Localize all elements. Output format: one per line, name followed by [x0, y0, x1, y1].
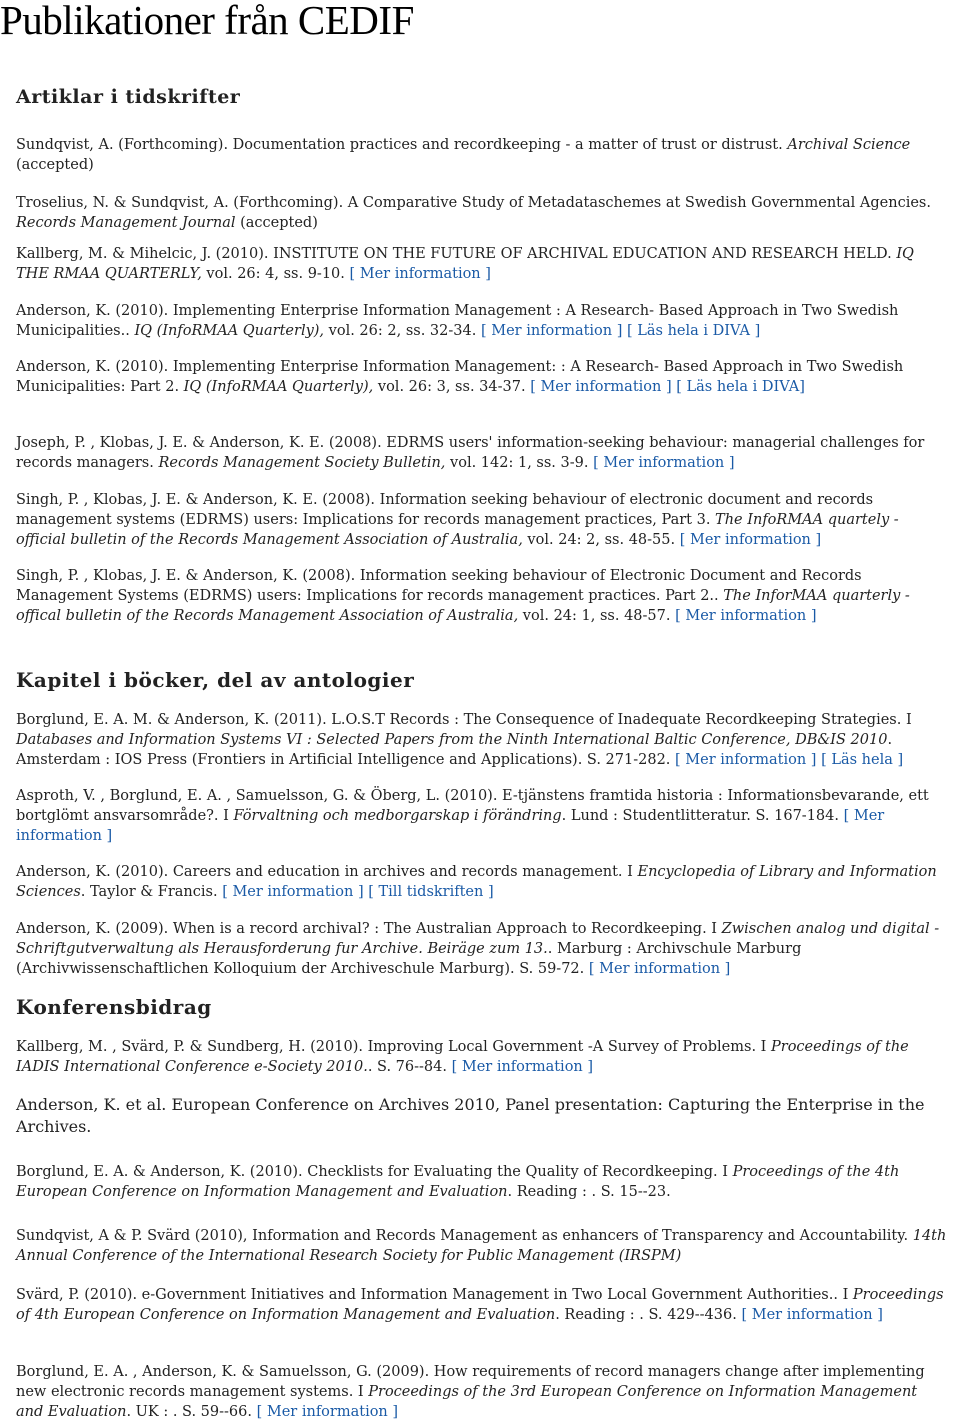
more-info-link[interactable]: [ Mer information ]: [679, 532, 822, 548]
publication-entry: Kallberg, M. , Svärd, P. & Sundberg, H. (2010). Improving Local Government -A Survey of Problems. I Proceedings of the IADIS International Conference e-Society 2010.. S. 76--84. [ Mer information ]: [16, 1039, 909, 1075]
more-info-link[interactable]: [ Mer information ]: [588, 961, 731, 977]
more-info-link[interactable]: [ Mer information ]: [16, 808, 885, 844]
more-info-link[interactable]: [ Mer information ]: [451, 1059, 594, 1075]
publication-entry: Borglund, E. A. & Anderson, K. (2010). Checklists for Evaluating the Quality of Recordkeeping. I Proceedings of the 4th European Conference on Information Management and Evaluation. Reading : . S. 15--23.: [16, 1164, 900, 1200]
publication-entry: Kallberg, M. & Mihelcic, J. (2010). INSTITUTE ON THE FUTURE OF ARCHIVAL EDUCATION AND RESEARCH HELD. IQ THE RMAA QUARTERLY, vol. 26: 4, ss. 9-10. [ Mer information ]: [16, 246, 914, 282]
more-info-link[interactable]: [ Mer information ]: [530, 379, 672, 395]
publication-entry: Borglund, E. A. M. & Anderson, K. (2011). L.O.S.T Records : The Consequence of Inadequate Recordkeeping Strategies. I Databases and Information Systems VI : Selected Papers from the Ninth International Baltic Conference, DB&IS 2010. Amsterdam : IOS Press (Frontiers in Artificial Intelligence and Applications). S. 271-282. [ Mer information ] [ Läs hela ]: [16, 712, 912, 768]
more-info-link[interactable]: [ Mer information ]: [593, 455, 735, 471]
more-info-link[interactable]: [ Mer information ]: [349, 266, 491, 282]
publication-entry: Troselius, N. & Sundqvist, A. (Forthcoming). A Comparative Study of Metadataschemes at Swedish Governmental Agencies. Records Management Journal (accepted): [16, 195, 931, 231]
more-info-link[interactable]: [ Mer information ]: [675, 752, 817, 768]
page-title: Publikationer från CEDIF: [0, 0, 414, 43]
read-full-diva-link[interactable]: [ Läs hela i DIVA ]: [627, 323, 761, 339]
publication-entry: Anderson, K. (2010). Implementing Enterprise Information Management: : A Research- Based Approach in Two Swedish Municipalities: Part 2. IQ (InfoRMAA Quarterly), vol. 26: 3, ss. 34-37. [ Mer information ] [ Läs hela i DIVA]: [16, 359, 904, 395]
publication-entry: Anderson, K. (2010). Careers and education in archives and records management. I Encyclopedia of Library and Information Sciences. Taylor & Francis. [ Mer information ] [ Till tidskriften ]: [16, 864, 937, 900]
more-info-link[interactable]: [ Mer information ]: [480, 323, 623, 339]
more-info-link[interactable]: [ Mer information ]: [256, 1404, 399, 1420]
more-info-link[interactable]: [ Mer information ]: [675, 608, 817, 624]
publication-entry: Borglund, E. A. , Anderson, K. & Samuelsson, G. (2009). How requirements of record managers change after implementing new electronic records management systems. I Proceedings of the 3rd European Conference on Information Management and Evaluation. UK : . S. 59--66. [ Mer information ]: [16, 1364, 925, 1420]
publication-entry: Singh, P. , Klobas, J. E. & Anderson, K. E. (2008). Information seeking behaviour of electronic document and records management systems (EDRMS) users: Implications for records management practices, Part 3. The InfoRMAA quartely - official bulletin of the Records Management Association of Australia, vol. 24: 2, ss. 48-55. [ Mer information ]: [16, 492, 899, 548]
publication-entry: Asproth, V. , Borglund, E. A. , Samuelsson, G. & Öberg, L. (2010). E-tjänstens framtida historia : Informationsbevarande, ett bortglömt ansvarsområde?. I Förvaltning och medborgarskap i förändring. Lund : Studentlitteratur. S. 167-184. [ Mer information ]: [16, 788, 929, 844]
section-heading-articles: Artiklar i tidskrifter: [16, 86, 241, 108]
publication-entry: Svärd, P. (2010). e-Government Initiatives and Information Management in Two Local Government Authorities.. I Proceedings of 4th European Conference on Information Management and Evaluation. Reading : . S. 429--436. [ Mer information ]: [16, 1287, 944, 1323]
more-info-link[interactable]: [ Mer information ]: [222, 884, 364, 900]
publication-entry: Sundqvist, A. (Forthcoming). Documentation practices and recordkeeping - a matter of trust or distrust. Archival Science (accepted): [16, 137, 911, 173]
section-heading-conference: Konferensbidrag: [16, 995, 212, 1019]
publication-entry: Anderson, K. et al. European Conference on Archives 2010, Panel presentation: Capturing the Enterprise in the Archives.: [16, 1095, 925, 1136]
publication-entry: Anderson, K. (2010). Implementing Enterprise Information Management : A Research- Based Approach in Two Swedish Municipalities.. IQ (InfoRMAA Quarterly), vol. 26: 2, ss. 32-34. [ Mer information ] [ Läs hela i DIVA ]: [16, 303, 899, 339]
more-info-link[interactable]: [ Mer information ]: [741, 1307, 883, 1323]
publication-entry: Joseph, P. , Klobas, J. E. & Anderson, K. E. (2008). EDRMS users' information-seeking behaviour: managerial challenges for records managers. Records Management Society Bulletin, vol. 142: 1, ss. 3-9. [ Mer information ]: [16, 435, 925, 471]
publication-entry: Sundqvist, A & P. Svärd (2010), Information and Records Management as enhancers of Transparency and Accountability. 14th Annual Conference of the International Research Society for Public Management (IRSPM): [16, 1228, 947, 1264]
read-full-link[interactable]: [ Läs hela ]: [821, 752, 904, 768]
read-full-diva-link[interactable]: [ Läs hela i DIVA]: [676, 379, 805, 395]
publication-entry: Singh, P. , Klobas, J. E. & Anderson, K. (2008). Information seeking behaviour of Electronic Document and Records Management Systems (EDRMS) users: Implications for records management practices. Part 2.. The InforMAA quarterly - offical bulletin of the Records Management Association of Australia, vol. 24: 1, ss. 48-57. [ Mer information ]: [16, 568, 910, 624]
journal-link[interactable]: [ Till tidskriften ]: [368, 884, 494, 900]
section-heading-book-chapters: Kapitel i böcker, del av antologier: [16, 668, 415, 692]
publication-entry: Anderson, K. (2009). When is a record archival? : The Australian Approach to Recordkeeping. I Zwischen analog und digital -Schriftgutverwaltung als Herausforderung fur Archive. Beiräge zum 13.. Marburg : Archivschule Marburg (Archivwissenschaftlichen Kolloquium der Archiveschule Marburg). S. 59-72. [ Mer information ]: [16, 921, 940, 977]
